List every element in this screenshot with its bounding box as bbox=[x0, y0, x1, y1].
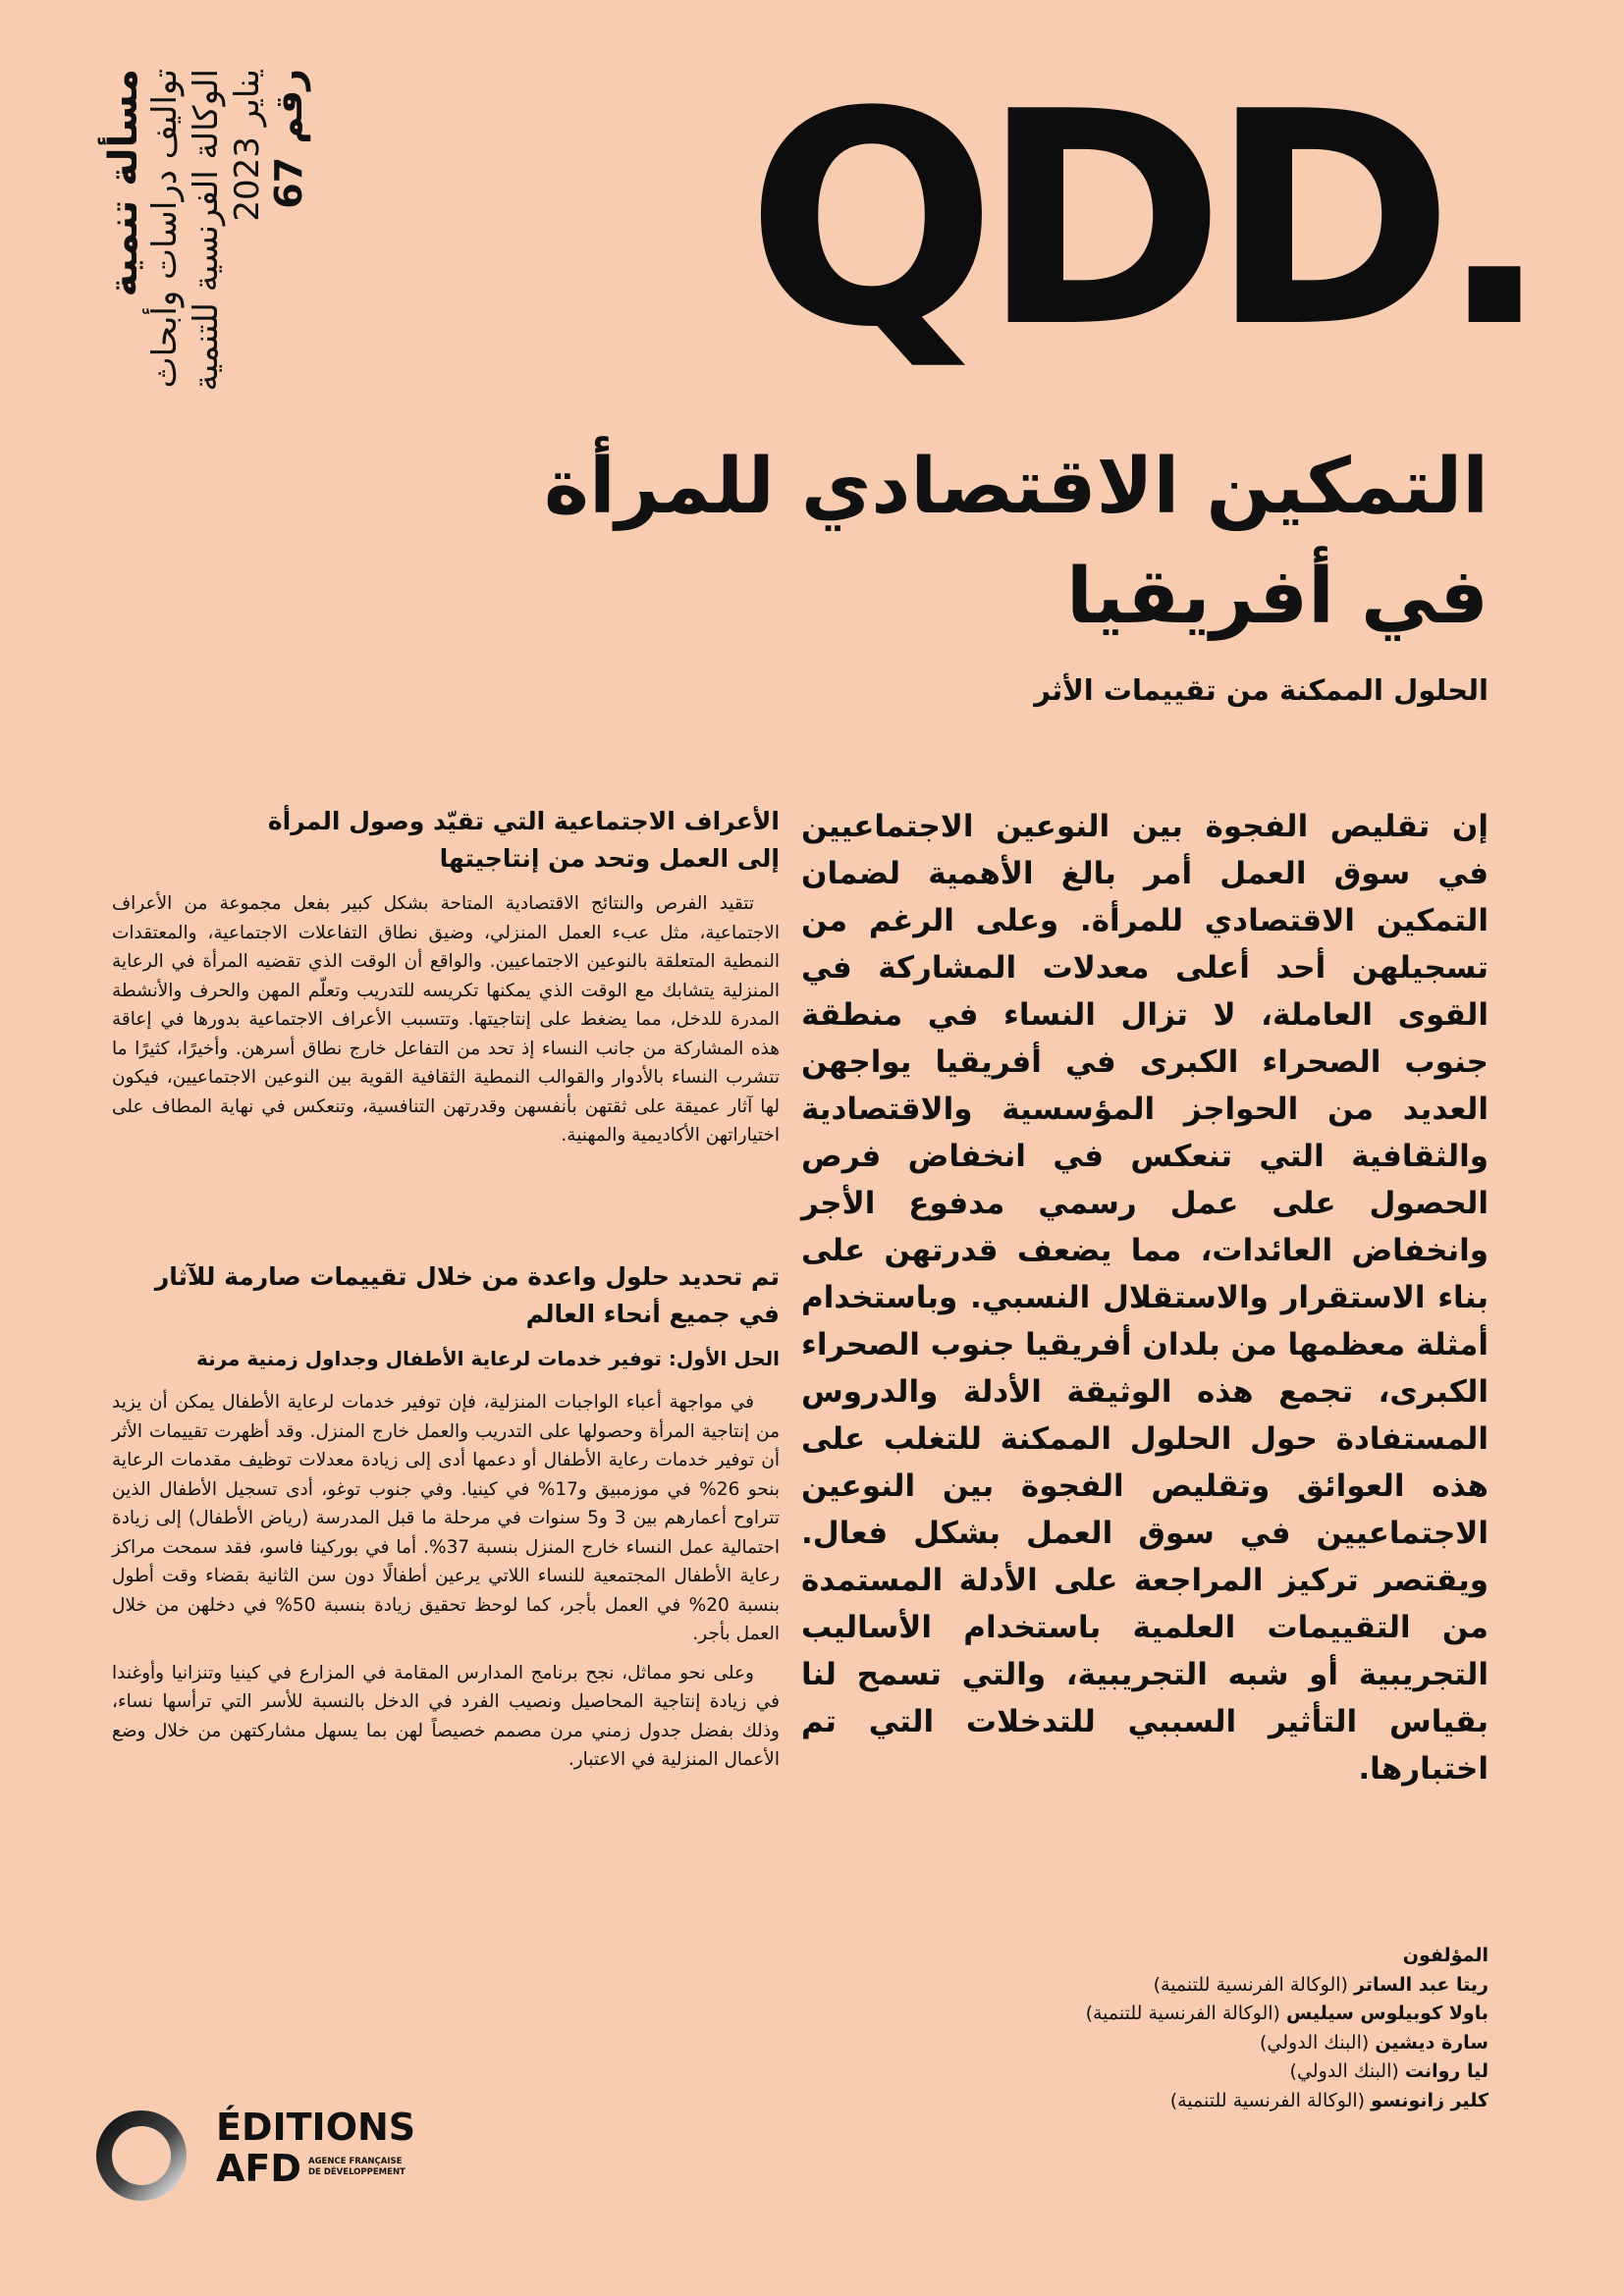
section1-body bbox=[112, 889, 780, 1160]
section1-title-line-1: الأعراف الاجتماعية التي تقيّد وصول المرأة bbox=[267, 807, 780, 835]
authors-block bbox=[939, 1942, 1489, 2115]
section2-body bbox=[112, 1388, 780, 1785]
section2-title-line-1: تم تحديد حلول واعدة من خلال تقييمات صارمة للآثار bbox=[154, 1262, 780, 1291]
author-name: باولا كوبيلوس سيليس bbox=[1285, 2002, 1489, 2024]
section2-paragraph-2: وعلى نحو مماثل، نجح برنامج المدارس المقامة في المزارع في كينيا وتنزانيا وأوغندا في زيادة إنتاجية المحاصيل ونصيب الفرد في الدخل بالنسبة للأسر التي ترأسها نساء، وذلك بفضل جدول زمني مرن مصمم خصيصاً لهن بما يسهل مشاركتهن من خلال وضع الأعمال المنزلية في الاعتبار. bbox=[112, 1662, 780, 1770]
afd-tagline-2: DE DÉVELOPPEMENT bbox=[308, 2167, 406, 2177]
author-org: (البنك الدولي) bbox=[1289, 2060, 1399, 2082]
author-org: (الوكالة الفرنسية للتنمية) bbox=[1153, 1973, 1348, 1996]
section2-subtitle: الحل الأول: توفير خدمات لرعاية الأطفال وجداول زمنية مرنة bbox=[195, 1347, 780, 1370]
authors-heading: المؤلفون bbox=[1402, 1945, 1489, 1966]
page-title bbox=[507, 432, 1489, 652]
section1-title-line-2: إلى العمل وتحد من إنتاجيتها bbox=[439, 844, 780, 873]
series-publisher: الوكالة الفرنسية للتنمية bbox=[187, 69, 226, 392]
series-collection: تواليف دراسات وأبحاث bbox=[145, 69, 185, 389]
page-subtitle: الحلول الممكنة من تقييمات الأثر bbox=[1034, 673, 1489, 707]
editions-afd-logo bbox=[90, 2101, 414, 2209]
author-org: (الوكالة الفرنسية للتنمية) bbox=[1085, 2002, 1280, 2024]
author-name: كلير زانونسو bbox=[1371, 2089, 1489, 2111]
author-name: ريتا عبد الساتر bbox=[1354, 1973, 1489, 1996]
title-line-1: التمكين الاقتصادي للمرأة bbox=[544, 443, 1489, 531]
series-date: يناير 2023 bbox=[228, 69, 267, 222]
section2-paragraph-1: في مواجهة أعباء الواجبات المنزلية، فإن توفير خدمات لرعاية الأطفال يمكن أن يزيد من إنتاجية المرأة وحصولها على التدريب والعمل خارج المنزل. وقد أظهرت تقييمات الأثر أن توفير خدمات رعاية الأطفال أو دعمها أدى إلى زيادة معدلات توظيف مقدمات الرعاية بنحو 26% في موزمبيق و17% في كينيا. وفي جنوب توغو، أدى تسجيل الأطفال الذين تتراوح أعمارهم بين 3 و5 سنوات في مرحلة ما قبل المدرسة (رياض الأطفال) إلى زيادة احتمالية عمل النساء خارج المنزل بنسبة 37%. أما في بوركينا فاسو، فقد سمحت مراكز رعاية الأطفال المجتمعية للنساء اللاتي يرعين أطفالًا دون سن الثانية بقضاء وقت أطول بنسبة 20% في العمل بأجر، كما لوحظ تحقيق زيادة بنسبة 50% في دخلهن من خلال العمل بأجر. bbox=[112, 1392, 780, 1644]
author-item bbox=[939, 2000, 1489, 2029]
section1-paragraph: تتقيد الفرص والنتائج الاقتصادية المتاحة بشكل كبير بفعل مجموعة من الأعراف الاجتماعية، مثل عبء العمل المنزلي، وضيق نطاق التفاعلات الاجتماعية، والمعتقدات النمطية المتعلقة بالنوعين الاجتماعيين. والواقع أن الوقت الذي تقضيه المرأة في الرعاية المنزلية يتشابك مع الوقت الذي يمكنها تكريسه للتدريب وتعلّم المهن والحرف والأنشطة المدرة للدخل، مما يضغط على إنتاجيتها. وتتسبب الأعراف الاجتماعية بدورها في إعاقة هذه المشاركة من جانب النساء إذ تحد من التفاعل خارج نطاق أسرهن. وأخيرًا، كثيرًا ما تتشرب النساء بالأدوار والقوالب النمطية الثقافية القوية بين النوعين الاجتماعيين، فيكون لها آثار عميقة على ثقتهن بأنفسهن وقدرتهن التنافسية، وتنعكس في نهاية المطاف على اختياراتهن الأكاديمية والمهنية. bbox=[112, 893, 780, 1146]
afd-tagline-1: AGENCE FRANÇAISE bbox=[308, 2157, 403, 2166]
author-name: ليا روانت bbox=[1404, 2060, 1489, 2082]
author-item bbox=[939, 2029, 1489, 2058]
editions-label: ÉDITIONS bbox=[216, 2106, 416, 2149]
section2-title-line-2: في جميع أنحاء العالم bbox=[525, 1300, 780, 1328]
section1-title bbox=[112, 803, 780, 878]
series-name: مسألة تنمية bbox=[101, 69, 146, 297]
qdd-logo: QDD. bbox=[746, 49, 1536, 392]
author-item bbox=[939, 2057, 1489, 2087]
afd-ring-icon bbox=[90, 2101, 198, 2209]
author-item bbox=[939, 2087, 1489, 2116]
author-org: (الوكالة الفرنسية للتنمية) bbox=[1169, 2089, 1366, 2111]
author-org: (البنك الدولي) bbox=[1260, 2031, 1370, 2054]
title-line-2: في أفريقيا bbox=[1065, 553, 1489, 641]
afd-tagline bbox=[308, 2157, 416, 2178]
author-item bbox=[939, 1971, 1489, 2001]
author-name: سارة ديشين bbox=[1375, 2031, 1489, 2054]
afd-label: AFD bbox=[216, 2147, 301, 2190]
series-block bbox=[103, 69, 398, 491]
summary-text: إن تقليص الفجوة بين النوعين الاجتماعيين في سوق العمل أمر بالغ الأهمية لضمان التمكين الاقتصادي للمرأة. وعلى الرغم من تسجيلهن أحد أعلى معدلات المشاركة في القوى العاملة، لا تزال النساء في منطقة جنوب الصحراء الكبرى في أفريقيا يواجهن العديد من الحواجز المؤسسية والاقتصادية والثقافية التي تنعكس في انخفاض فرص الحصول على عمل رسمي مدفوع الأجر وانخفاض العائدات، مما يضعف قدرتهن على بناء الاستقرار والاستقلال النسبي. وباستخدام أمثلة معظمها من بلدان أفريقيا جنوب الصحراء الكبرى، تجمع هذه الوثيقة الأدلة والدروس المستفادة حول الحلول الممكنة للتغلب على هذه العوائق وتقليص الفجوة بين النوعين الاجتماعيين في سوق العمل بشكل فعال. ويقتصر تركيز المراجعة على الأدلة المستمدة من التقييمات العلمية باستخدام الأساليب التجريبية أو شبه التجريبية، والتي تسمح لنا بقياس التأثير السببي للتدخلات التي تم اختبارها. bbox=[801, 809, 1489, 1787]
section2-title bbox=[112, 1258, 780, 1333]
series-number: رقم 67 bbox=[267, 69, 310, 209]
